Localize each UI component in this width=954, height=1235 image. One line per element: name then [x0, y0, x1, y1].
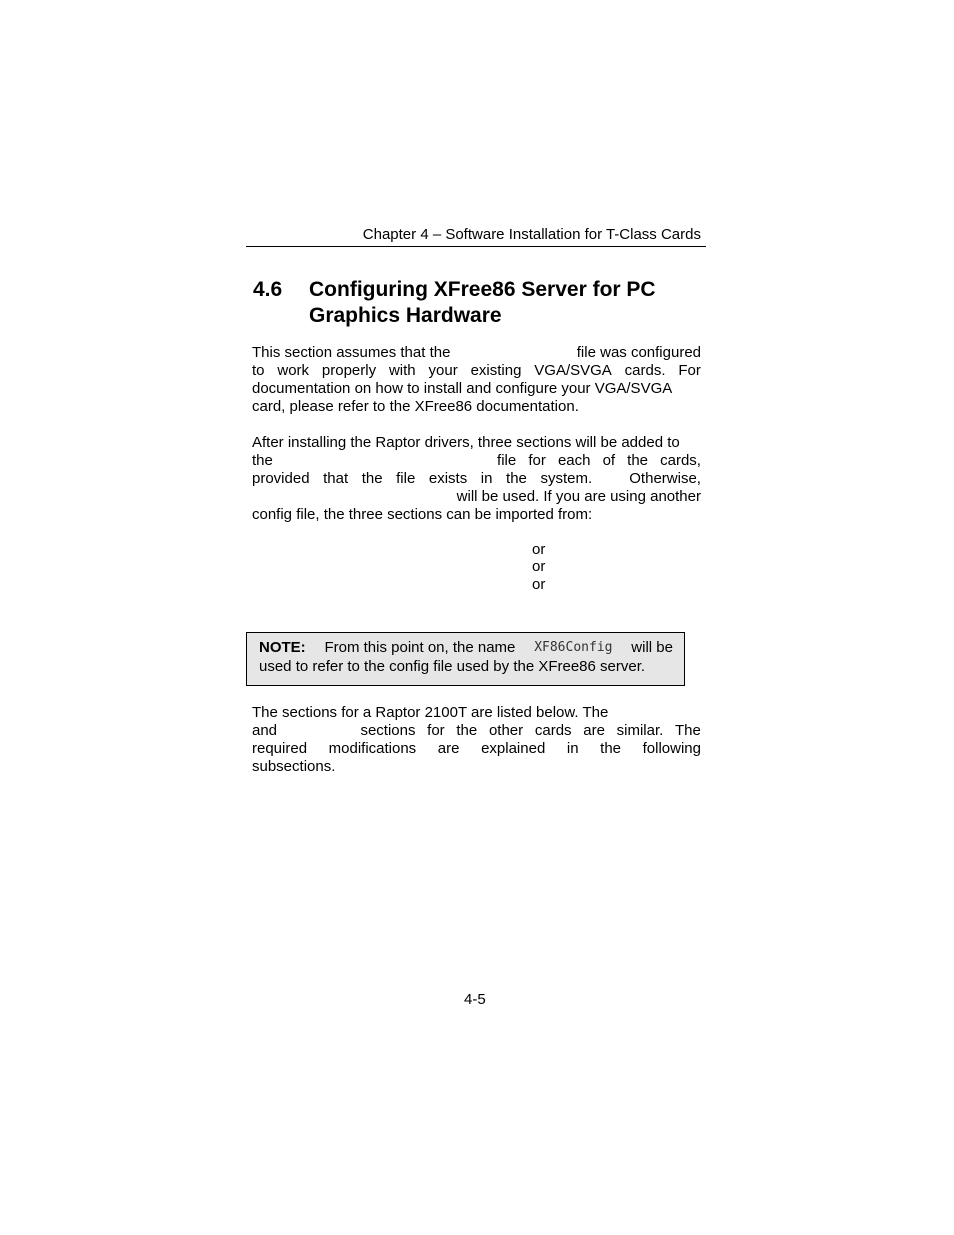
word: required — [252, 740, 308, 757]
word: for — [528, 452, 546, 469]
word: cards — [534, 722, 572, 739]
word: cards. — [624, 362, 666, 379]
word: the — [361, 470, 383, 487]
word: are — [583, 722, 605, 739]
note-line-1 — [259, 638, 673, 657]
paragraph-1-line-1 — [252, 344, 701, 362]
word: each — [557, 452, 591, 469]
word: similar. — [616, 722, 664, 739]
word: explained — [481, 740, 546, 757]
or-label: or — [532, 541, 546, 558]
word: existing — [470, 362, 522, 379]
word: exists — [428, 470, 468, 487]
word: that — [323, 470, 349, 487]
word: work — [277, 362, 310, 379]
word: with — [388, 362, 416, 379]
paragraph-2-line-5 — [252, 506, 701, 524]
text-run: documentation on how to install and configure your VGA/SVGA — [252, 380, 673, 397]
text-run: used to refer to the config file used by the XFree86 server. — [259, 658, 646, 675]
word: following — [642, 740, 701, 757]
paragraph-3-line-2 — [252, 722, 701, 740]
paragraph-2-line-1 — [252, 434, 701, 452]
text-run: From this point on, the name — [324, 639, 516, 656]
section-title — [309, 277, 729, 329]
text-run: card, please refer to the XFree86 documentation. — [252, 398, 579, 415]
text-run: file was configured — [576, 344, 701, 361]
word: file — [396, 470, 416, 487]
text-run: This section assumes that the — [252, 344, 451, 361]
word: For — [678, 362, 701, 379]
word: other — [488, 722, 524, 739]
section-title-line-1: Configuring XFree86 Server for PC — [309, 278, 656, 301]
paragraph-1-line-2 — [252, 362, 701, 380]
paragraph-2-line-4 — [252, 488, 701, 506]
text-run: will be — [631, 639, 673, 656]
page-number: 4-5 — [464, 991, 486, 1008]
note-label: NOTE: — [259, 639, 306, 656]
word: system. — [540, 470, 593, 487]
word: cards, — [660, 452, 701, 469]
word: in — [480, 470, 493, 487]
word: in — [566, 740, 579, 757]
word: Otherwise, — [629, 470, 701, 487]
word: sections — [360, 722, 416, 739]
text-run: After installing the Raptor drivers, three sections will be added to — [252, 434, 680, 451]
word: are — [437, 740, 460, 757]
paragraph-2-line-2 — [252, 452, 701, 470]
word: the — [506, 470, 527, 487]
paragraph-3-line-4 — [252, 758, 701, 776]
word: file — [497, 452, 517, 469]
note-line-2 — [259, 657, 673, 676]
text-run: will be used. If you are using another — [456, 488, 701, 505]
word: your — [428, 362, 458, 379]
text-run: config file, the three sections can be imported from: — [252, 506, 593, 523]
word: the — [456, 722, 478, 739]
word: provided — [252, 470, 310, 487]
paragraph-1-line-4 — [252, 398, 701, 416]
word: of — [602, 452, 616, 469]
word: to — [252, 362, 265, 379]
text-run: The sections for a Raptor 2100T are listed below. The — [252, 704, 609, 721]
paragraph-3-line-3 — [252, 740, 701, 758]
word: The — [675, 722, 701, 739]
word: VGA/SVGA — [534, 362, 612, 379]
section-title-line-2: Graphics Hardware — [309, 304, 502, 327]
running-header: Chapter 4 – Software Installation for T-Class Cards — [246, 225, 706, 247]
word: the — [627, 452, 649, 469]
paragraph-3-line-1 — [252, 704, 701, 722]
word: properly — [321, 362, 377, 379]
text-run: subsections. — [252, 758, 336, 775]
word: and — [252, 722, 278, 739]
or-label: or — [532, 558, 546, 575]
word: modifications — [328, 740, 417, 757]
word: the — [600, 740, 622, 757]
paragraph-2-line-3 — [252, 470, 701, 488]
or-label: or — [532, 576, 546, 593]
code-term: XF86Config — [534, 640, 613, 655]
word: for — [427, 722, 445, 739]
word: the — [252, 452, 273, 469]
section-number: 4.6 — [253, 278, 283, 301]
paragraph-1-line-3 — [252, 380, 701, 398]
